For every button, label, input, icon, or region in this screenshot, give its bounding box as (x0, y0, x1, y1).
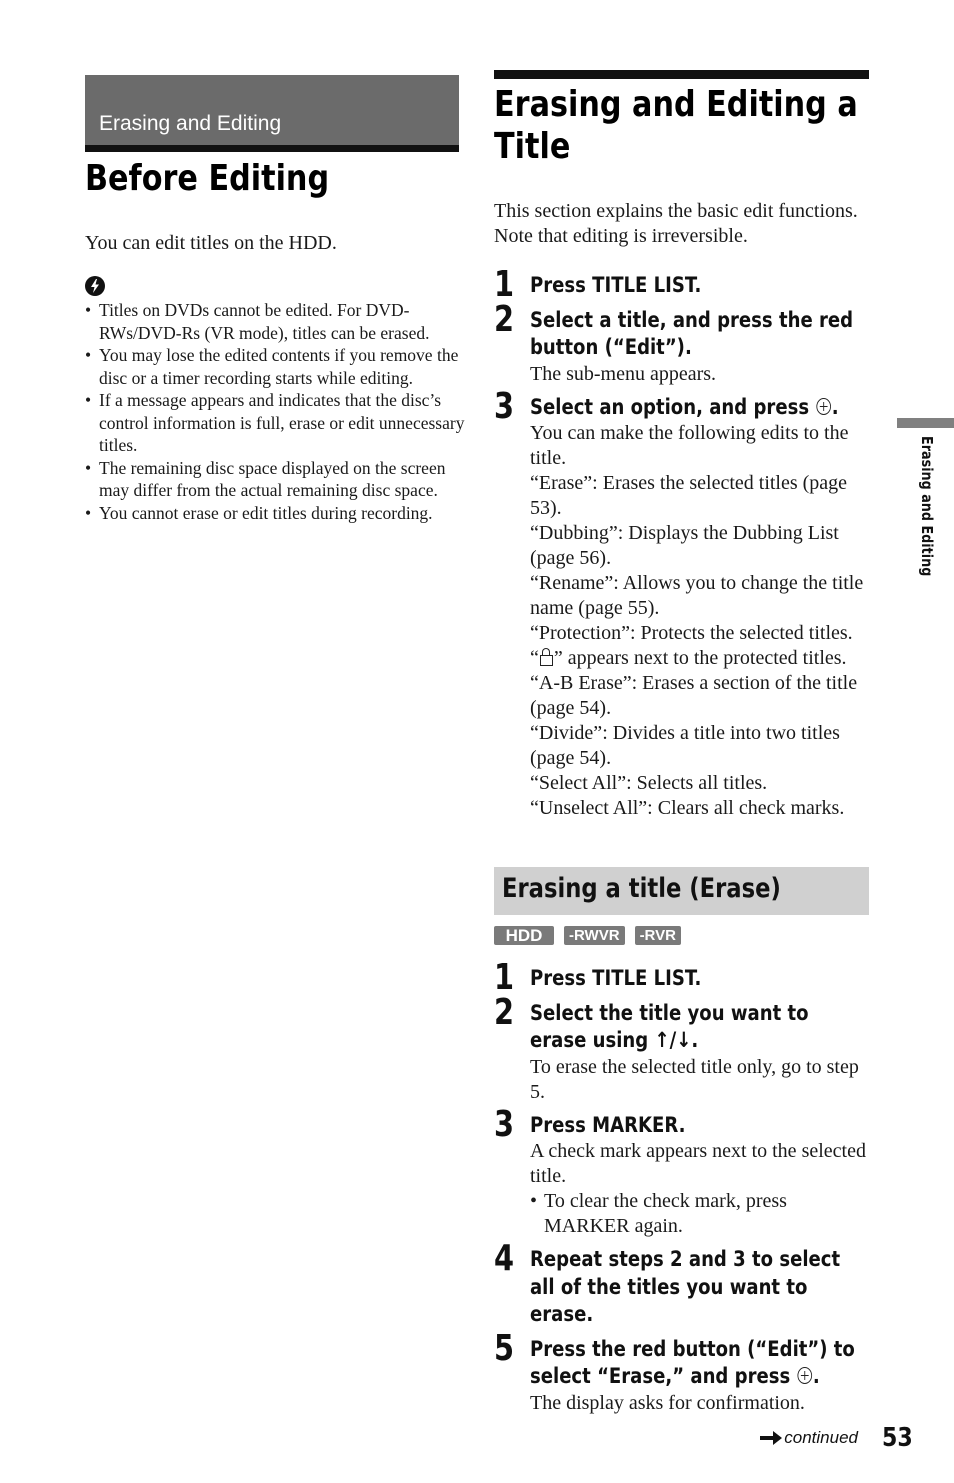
step-body-line: A check mark appears next to the selected title. (530, 1140, 866, 1187)
step (494, 1103, 870, 1240)
step-body-line: “Select All”: Selects all titles. (530, 772, 768, 794)
continued-indicator (760, 1428, 858, 1448)
step (494, 264, 870, 305)
r-vr-badge: -RVR (635, 926, 681, 945)
step-title: Select a title, and press the red button (“Edit”). (530, 307, 854, 359)
section-tab (85, 75, 459, 152)
heading-line-1: Erasing and Editing a (494, 84, 858, 125)
quote-open: “ (530, 647, 539, 669)
note-item: • Titles on DVDs cannot be edited. For DVD-RWs/DVD-Rs (VR mode), titles can be erased. (85, 299, 465, 344)
erase-subsection-header (494, 867, 869, 915)
step-title: Press TITLE LIST. (530, 273, 702, 297)
erasing-editing-heading (494, 84, 858, 168)
notes-list (85, 299, 465, 524)
side-tab-label: Erasing and Editing (918, 436, 936, 577)
step (494, 1327, 870, 1416)
lock-icon (540, 655, 553, 666)
step-title-end: . (812, 1364, 820, 1388)
arrow-right-icon (760, 1431, 782, 1445)
step-title: Repeat steps 2 and 3 to select all of the titles you want to erase. (530, 1247, 841, 1326)
before-editing-heading: Before Editing (85, 158, 330, 199)
step-title: Press TITLE LIST. (530, 966, 702, 990)
step-body: To erase the selected title only, go to step 5. (530, 1055, 859, 1103)
subsection-title: Erasing a title (Erase) (502, 873, 781, 904)
step-bullet: • To clear the check mark, press MARKER again. (530, 1189, 870, 1239)
step-body-line: “Protection”: Protects the selected titles. (530, 622, 853, 644)
step (494, 957, 870, 998)
step-body-line: “Dubbing”: Displays the Dubbing List (page 56). (530, 522, 839, 569)
erase-steps (494, 957, 870, 1423)
enter-button-icon (797, 1367, 812, 1384)
step-number: 2 (494, 298, 515, 340)
step-body: The display asks for confirmation. (530, 1391, 805, 1414)
edit-steps (494, 264, 870, 828)
note-icon (85, 276, 105, 296)
note-item: • If a message appears and indicates that the disc’s control information is full, erase or edit unnecessary titles. (85, 389, 465, 457)
section-tab-label: Erasing and Editing (99, 112, 282, 135)
enter-button-icon (816, 398, 831, 415)
step-body (530, 1139, 870, 1239)
step-body-line: “Erase”: Erases the selected titles (page 53). (530, 472, 848, 519)
step-title-text: Select an option, and press (530, 394, 810, 419)
note-item: • You cannot erase or edit titles during recording. (85, 502, 465, 525)
side-tab-bar (897, 418, 954, 428)
erasing-editing-intro: This section explains the basic edit functions. Note that editing is irreversible. (494, 200, 858, 247)
step-number: 5 (494, 1327, 515, 1369)
step-title (530, 1336, 869, 1391)
before-editing-intro: You can edit titles on the HDD. (85, 232, 337, 254)
step-number: 1 (494, 957, 515, 998)
step-title (530, 394, 869, 422)
note-item: • The remaining disc space displayed on the screen may differ from the actual remaining disc space. (85, 457, 465, 502)
step-title-text: Press the red button (“Edit”) to select “Erase,” and press (530, 1336, 855, 1388)
step-body (530, 421, 870, 821)
step-title: Press MARKER. (530, 1112, 686, 1137)
media-badges (494, 926, 681, 945)
step (494, 385, 870, 822)
note-item: • You may lose the edited contents if you remove the disc or a timer recording starts while editing. (85, 344, 465, 389)
step-number: 3 (494, 385, 515, 427)
step-body-line (530, 646, 870, 671)
step-body: The sub-menu appears. (530, 362, 717, 385)
rw-vr-badge: -RWVR (564, 926, 625, 945)
step-body-line: “Rename”: Allows you to change the title name (page 55). (530, 572, 864, 619)
step (494, 298, 870, 387)
step (494, 991, 870, 1105)
step-number: 2 (494, 991, 515, 1033)
lock-note: ” appears next to the protected titles. (553, 647, 847, 669)
step-body-line: You can make the following edits to the title. (530, 422, 849, 469)
continued-text: continued (784, 1428, 858, 1447)
step-title-end: . (831, 394, 839, 419)
step (494, 1238, 870, 1329)
step-body-line: “A-B Erase”: Erases a section of the title (page 54). (530, 672, 858, 719)
heading-rule (494, 70, 869, 79)
step-number: 1 (494, 264, 515, 305)
step-body-line: “Unselect All”: Clears all check marks. (530, 797, 845, 819)
step-title: Select the title you want to erase using ↑/↓. (530, 1000, 809, 1052)
hdd-badge: HDD (494, 926, 554, 945)
step-number: 4 (494, 1238, 515, 1279)
step-body-line: “Divide”: Divides a title into two titles (page 54). (530, 722, 840, 769)
page-number: 53 (882, 1423, 913, 1453)
step-number: 3 (494, 1103, 515, 1145)
heading-line-2: Title (494, 126, 571, 167)
